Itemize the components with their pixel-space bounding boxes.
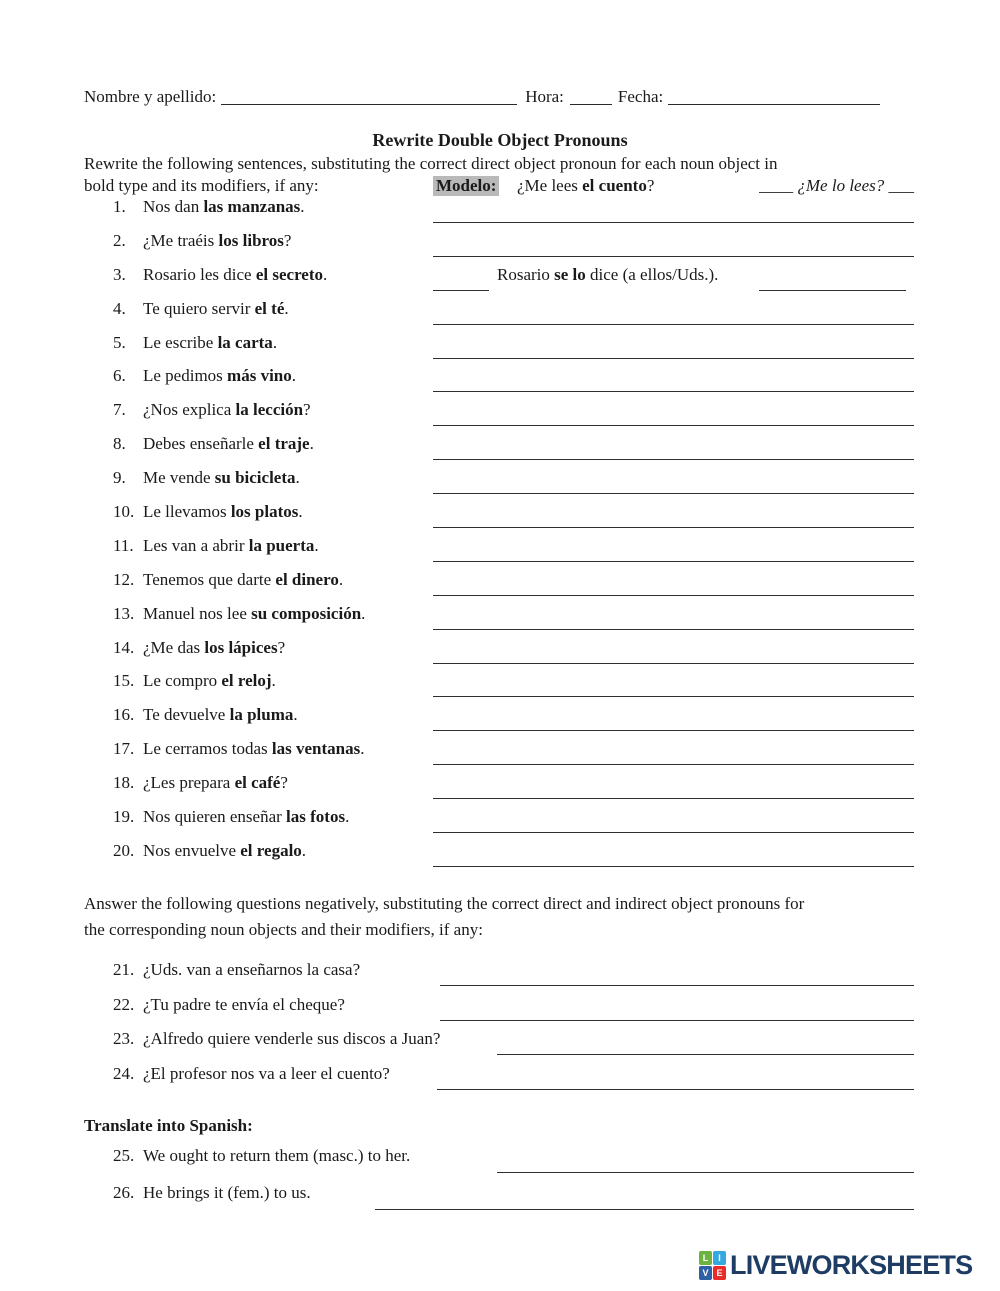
- answer-area: [433, 197, 914, 231]
- item-text: [143, 841, 306, 861]
- item-text-post: ?: [280, 773, 288, 793]
- answer-blank[interactable]: [375, 1209, 914, 1210]
- item-text-post: .: [293, 705, 298, 725]
- worksheet-item: [84, 807, 916, 841]
- item-text: [143, 739, 364, 759]
- answer-blank[interactable]: [433, 527, 914, 528]
- answer-area: [433, 671, 914, 705]
- item-number: 16.: [113, 705, 135, 725]
- answer-blank[interactable]: [433, 663, 914, 664]
- worksheet-item: [84, 671, 916, 705]
- item-text-bold: el café: [234, 773, 281, 793]
- modelo-answer-pre-blank: ____: [759, 176, 798, 195]
- answer-area: [433, 400, 914, 434]
- item-text-pre: Te devuelve: [143, 705, 230, 725]
- item-text: [143, 434, 314, 454]
- answer-area: [433, 604, 914, 638]
- item-text-bold: la puerta: [248, 535, 315, 555]
- item-text-post: .: [272, 332, 278, 352]
- section2-items: [84, 960, 916, 1098]
- modelo-answer-text: ¿Me lo lees?: [797, 176, 885, 195]
- logo-tile-e: E: [713, 1266, 726, 1280]
- item-text-post: ?: [283, 230, 292, 250]
- section1-items: [84, 197, 916, 875]
- worksheet-title: Rewrite Double Object Pronouns: [372, 130, 628, 150]
- answer-blank[interactable]: [433, 256, 914, 257]
- answer-blank[interactable]: [433, 696, 914, 697]
- item-text-bold: las manzanas: [203, 197, 301, 216]
- modelo-question: [517, 176, 654, 196]
- item-text-post: .: [284, 298, 289, 318]
- answer-area: [433, 705, 914, 739]
- worksheet-item: [84, 638, 916, 672]
- answer-blank[interactable]: [497, 1172, 914, 1173]
- item-number: 25.: [113, 1146, 135, 1165]
- item-number: 20.: [113, 840, 135, 860]
- item-text-bold: las ventanas: [271, 739, 361, 759]
- item-text-pre: Le escribe: [143, 332, 218, 352]
- item-number: 17.: [113, 739, 135, 759]
- item-text: [143, 705, 298, 725]
- item-text-pre: Tenemos que darte: [143, 569, 276, 589]
- item-text-post: .: [360, 739, 365, 759]
- item-number: 4.: [113, 298, 126, 318]
- item-text-pre: Le pedimos: [143, 366, 228, 386]
- worksheet-item: [84, 1029, 916, 1064]
- modelo-answer: [759, 176, 914, 196]
- answer-blank[interactable]: [433, 866, 914, 867]
- answer-area: [433, 502, 914, 536]
- worksheet-content: [84, 0, 916, 1291]
- item-text-post: .: [271, 671, 276, 691]
- item-text-bold: la lección: [235, 400, 304, 420]
- answer-blank[interactable]: [433, 493, 914, 494]
- answer-blank[interactable]: [433, 459, 914, 460]
- item-number: 26.: [113, 1183, 135, 1202]
- answer-blank[interactable]: [497, 1054, 914, 1055]
- worksheet-item: [84, 570, 916, 604]
- item-text-post: .: [291, 366, 297, 386]
- answer-blank[interactable]: [433, 730, 914, 731]
- worksheet-item: [84, 299, 916, 333]
- model-answer-pre: Rosario: [497, 264, 555, 284]
- item-text-bold: la pluma: [229, 705, 294, 725]
- worksheet-item: [84, 265, 916, 299]
- answer-blank[interactable]: [433, 595, 914, 596]
- item-number: 22.: [113, 994, 135, 1014]
- modelo-label: Modelo:: [433, 176, 499, 196]
- item-number: 8.: [113, 434, 126, 454]
- item-text-pre: ¿Les prepara: [143, 773, 235, 793]
- modelo-question-post: ?: [646, 176, 655, 195]
- answer-blank[interactable]: [440, 1020, 914, 1021]
- model-answer-text: [497, 265, 718, 285]
- answer-blank[interactable]: [433, 391, 914, 392]
- logo-tile-i: I: [713, 1251, 726, 1265]
- item-text: [143, 502, 303, 522]
- answer-area: [433, 434, 914, 468]
- item-text-pre: ¿Me traéis: [143, 230, 219, 250]
- item-text-bold: el regalo: [240, 840, 302, 860]
- answer-blank[interactable]: [433, 832, 914, 833]
- item-text: [143, 231, 291, 251]
- hora-blank[interactable]: [570, 103, 612, 105]
- section1-instructions-line1: Rewrite the following sentences, substituting the correct direct object pronoun for each noun object in: [84, 154, 778, 173]
- item-text-bold: las fotos: [286, 807, 346, 827]
- item-text: [143, 366, 296, 386]
- answer-blank[interactable]: [759, 290, 906, 291]
- section3-heading: Translate into Spanish:: [84, 1116, 253, 1135]
- item-text-post: .: [301, 840, 307, 860]
- answer-area: [433, 366, 914, 400]
- item-text-bold: el reloj: [221, 671, 272, 691]
- model-answer-bold: se lo: [554, 264, 586, 284]
- item-text: ¿Alfredo quiere venderle sus discos a Juan?: [143, 1029, 441, 1049]
- item-number: 10.: [113, 502, 135, 522]
- item-number: 5.: [113, 332, 126, 352]
- item-number: 18.: [113, 773, 135, 793]
- section2-instructions: [84, 891, 916, 943]
- answer-area: [433, 638, 914, 672]
- answer-area: [433, 773, 914, 807]
- answer-area: [433, 739, 914, 773]
- answer-blank[interactable]: [433, 358, 914, 359]
- model-answer-area: [433, 265, 914, 299]
- answer-area: [433, 231, 914, 265]
- model-answer-post: dice (a ellos/Uds.).: [585, 264, 719, 284]
- item-text-bold: los lápices: [204, 637, 278, 657]
- worksheet-item: [84, 502, 916, 536]
- item-text-post: .: [309, 434, 314, 454]
- item-text-pre: ¿Me das: [143, 637, 205, 657]
- answer-blank[interactable]: [437, 1089, 914, 1090]
- item-text-bold: el dinero: [275, 569, 339, 589]
- item-text-pre: Manuel nos lee: [143, 603, 252, 623]
- item-number: 1.: [113, 197, 126, 216]
- item-text-bold: su composición: [251, 603, 362, 623]
- item-text-pre: Rosario les dice: [143, 264, 256, 284]
- answer-blank[interactable]: [433, 290, 489, 291]
- worksheet-item: [84, 995, 916, 1030]
- worksheet-item: [84, 604, 916, 638]
- answer-area: [433, 536, 914, 570]
- worksheet-item: [84, 536, 916, 570]
- modelo-question-bold: el cuento: [582, 176, 647, 195]
- name-date-header: [84, 87, 916, 107]
- answer-blank[interactable]: [433, 561, 914, 562]
- item-text-post: .: [361, 603, 366, 623]
- answer-blank[interactable]: [433, 629, 914, 630]
- item-text: [143, 299, 289, 319]
- item-text-pre: Nos quieren enseñar: [143, 807, 287, 827]
- item-text: [143, 671, 276, 691]
- item-text-post: .: [323, 264, 328, 284]
- modelo-question-pre: ¿Me lees: [517, 176, 583, 195]
- item-text-bold: los libros: [218, 230, 284, 250]
- worksheet-item: [84, 773, 916, 807]
- item-text-bold: el secreto: [255, 264, 324, 284]
- item-number: 3.: [113, 264, 126, 284]
- item-text: We ought to return them (masc.) to her.: [143, 1146, 411, 1165]
- item-number: 2.: [113, 230, 126, 250]
- item-number: 7.: [113, 400, 126, 420]
- worksheet-item: [84, 1146, 916, 1183]
- fecha-blank[interactable]: [668, 103, 880, 105]
- answer-blank[interactable]: [433, 222, 914, 223]
- item-text: [143, 638, 285, 658]
- item-text-post: ?: [277, 637, 286, 657]
- item-text-pre: ¿Nos explica: [143, 400, 236, 420]
- item-number: 12.: [113, 569, 135, 589]
- worksheet-item: [84, 960, 916, 995]
- item-text-post: .: [298, 502, 303, 522]
- item-text: [143, 197, 305, 217]
- item-text: He brings it (fem.) to us.: [143, 1183, 311, 1202]
- answer-area: [433, 841, 914, 875]
- item-text: [143, 604, 365, 624]
- item-number: 21.: [113, 960, 135, 979]
- section2-instructions-line1: Answer the following questions negatively, substituting the correct direct and indirect object pronouns for: [84, 894, 805, 913]
- item-text-pre: Le compro: [143, 671, 222, 691]
- item-text-post: .: [314, 535, 319, 555]
- item-number: 14.: [113, 637, 135, 657]
- section1-instructions-line2: bold type and its modifiers, if any:: [84, 176, 319, 195]
- item-number: 13.: [113, 603, 135, 623]
- item-text: [143, 536, 319, 556]
- item-number: 15.: [113, 671, 135, 691]
- worksheet-item: [84, 231, 916, 265]
- item-text-pre: Me vende: [143, 468, 215, 488]
- item-number: 9.: [113, 468, 126, 488]
- answer-area: [433, 299, 914, 333]
- answer-blank[interactable]: [433, 798, 914, 799]
- worksheet-item: [84, 739, 916, 773]
- liveworksheets-logo-icon: [699, 1251, 726, 1280]
- worksheet-item: [84, 434, 916, 468]
- answer-area: [433, 333, 914, 367]
- modelo-answer-post-blank: ___: [884, 176, 914, 195]
- worksheet-item: [84, 366, 916, 400]
- item-text: [143, 807, 349, 827]
- item-number: 11.: [113, 535, 134, 555]
- item-text: ¿El profesor nos va a leer el cuento?: [143, 1063, 390, 1083]
- worksheet-item: [84, 197, 916, 231]
- section2-instructions-line2: the corresponding noun objects and their modifiers, if any:: [84, 920, 483, 939]
- item-text-pre: Le llevamos: [143, 502, 231, 522]
- worksheet-item: [84, 705, 916, 739]
- worksheet-item: [84, 841, 916, 875]
- item-text: [143, 570, 343, 590]
- item-text-post: .: [300, 197, 305, 216]
- section3-items: [84, 1146, 916, 1220]
- answer-area: [433, 807, 914, 841]
- item-text: ¿Tu padre te envía el cheque?: [143, 994, 345, 1014]
- answer-area: [433, 570, 914, 604]
- worksheet-item: [84, 400, 916, 434]
- item-text: [143, 265, 327, 285]
- worksheet-item: [84, 468, 916, 502]
- name-blank[interactable]: [221, 103, 517, 105]
- item-text: [143, 333, 277, 353]
- worksheet-item: [84, 1183, 916, 1220]
- answer-blank[interactable]: [433, 764, 914, 765]
- name-label: Nombre y apellido:: [84, 87, 217, 106]
- item-text: [143, 773, 288, 793]
- item-text-bold: su bicicleta: [214, 468, 296, 488]
- item-text-pre: Les van a abrir: [143, 535, 249, 555]
- item-text: [143, 400, 311, 420]
- worksheet-item: [84, 333, 916, 367]
- item-text-bold: el té: [254, 298, 285, 318]
- answer-blank[interactable]: [433, 425, 914, 426]
- liveworksheets-logo[interactable]: [699, 1250, 972, 1281]
- item-number: 19.: [113, 807, 135, 827]
- answer-blank[interactable]: [440, 985, 914, 986]
- item-text-bold: más vino: [227, 366, 292, 386]
- item-text-pre: Nos dan: [143, 197, 204, 216]
- item-number: 6.: [113, 366, 126, 386]
- answer-blank[interactable]: [433, 324, 914, 325]
- item-text-pre: Debes enseñarle: [143, 434, 259, 454]
- item-text-post: ?: [303, 400, 311, 420]
- item-text-post: .: [338, 569, 344, 589]
- item-text: ¿Uds. van a enseñarnos la casa?: [143, 960, 361, 979]
- item-text-pre: Te quiero servir: [143, 298, 255, 318]
- item-text-pre: Nos envuelve: [143, 840, 241, 860]
- item-number: 24.: [113, 1063, 135, 1083]
- item-text-bold: el traje: [258, 434, 310, 454]
- item-text: [143, 468, 300, 488]
- item-text-bold: los platos: [230, 502, 299, 522]
- answer-area: [433, 468, 914, 502]
- logo-tile-v: V: [699, 1266, 712, 1280]
- liveworksheets-wordmark: LIVEWORKSHEETS: [730, 1250, 973, 1280]
- item-text-bold: la carta: [217, 332, 273, 352]
- hora-label: Hora:: [525, 87, 564, 106]
- logo-tile-l: L: [699, 1251, 712, 1265]
- item-number: 23.: [113, 1029, 135, 1049]
- worksheet-item: [84, 1064, 916, 1099]
- item-text-pre: Le cerramos todas: [143, 739, 272, 759]
- item-text-post: .: [345, 807, 350, 827]
- fecha-label: Fecha:: [617, 87, 664, 106]
- item-text-post: .: [295, 468, 300, 488]
